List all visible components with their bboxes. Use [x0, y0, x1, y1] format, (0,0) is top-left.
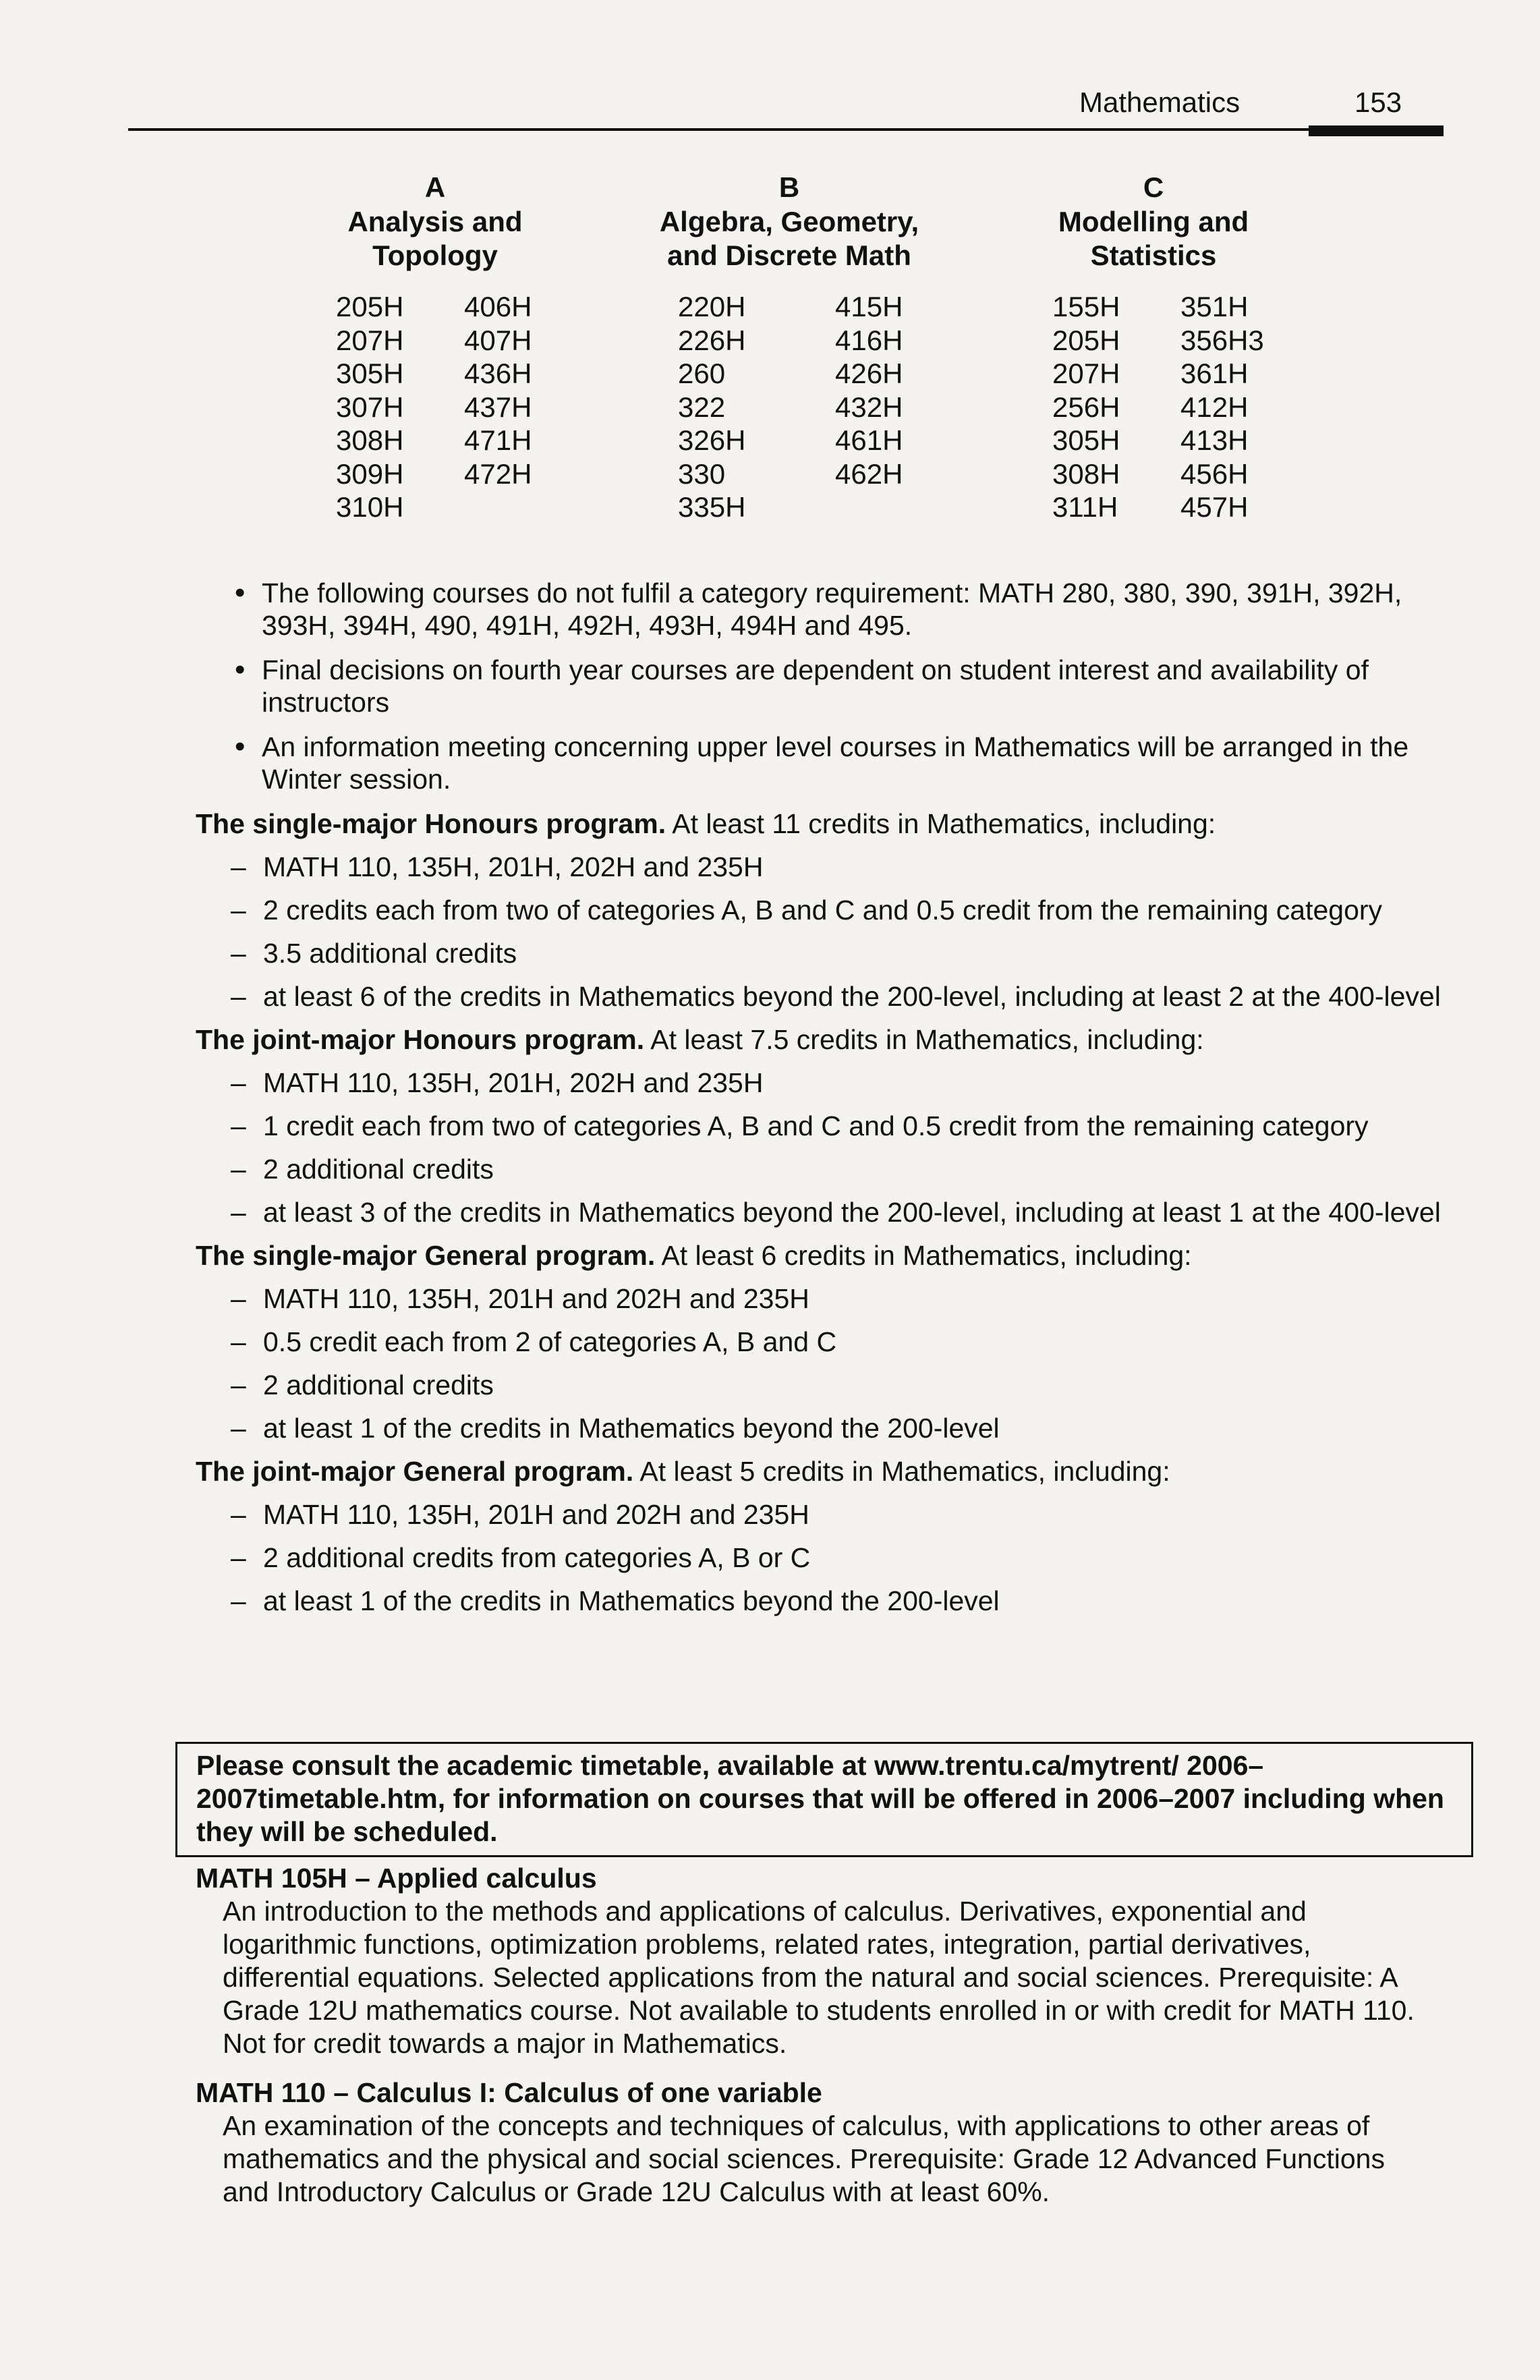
requirement-item: – MATH 110, 135H, 201H and 202H and 235H — [196, 1282, 1450, 1315]
program-name: The joint-major Honours program. — [196, 1024, 645, 1055]
category-a-column-2 — [464, 290, 532, 490]
program-summary: At least 6 credits in Mathematics, including: — [661, 1240, 1192, 1271]
requirement-item: – 2 credits each from two of categories A, B and C and 0.5 credit from the remaining category — [196, 894, 1450, 926]
course-code: 406H — [464, 291, 532, 322]
requirements-list — [196, 1282, 1450, 1444]
course-code: 155H — [1052, 291, 1120, 322]
course-code: 461H — [835, 424, 903, 456]
course-code: 220H — [678, 291, 746, 322]
course-code: 416H — [835, 324, 903, 356]
requirement-item: – 2 additional credits — [196, 1369, 1450, 1401]
category-letter: B — [778, 171, 800, 203]
course-code: 471H — [464, 424, 532, 456]
header-bar — [1309, 125, 1444, 136]
requirement-item: – 2 additional credits — [196, 1153, 1450, 1185]
course-code: 311H — [1052, 491, 1118, 523]
course-description: An introduction to the methods and applications of calculus. Derivatives, exponential and logarithmic functions, optimization problems, related rates, integration, partial derivatives, differential equations. Selected applications from the natural and social sciences. Prerequisite: A Grade 12U mathematics course. Not available to students enrolled in or with credit for MATH 110. Not for credit towards a major in Mathematics. — [223, 1896, 1415, 2059]
course-code: 305H — [336, 358, 404, 389]
program-joint-major-honours — [196, 1023, 1450, 1228]
program-single-major-honours — [196, 808, 1450, 1013]
course-code: 256H — [1052, 391, 1120, 423]
note-item: • The following courses do not fulfil a category requirement: MATH 280, 380, 390, 391H, 392H, 393H, 394H, 490, 491H, 492H, 493H, 494H and 495. — [196, 577, 1450, 642]
program-name: The single-major General program. — [196, 1240, 656, 1271]
course-code: 308H — [1052, 457, 1120, 490]
course-code: 205H — [336, 291, 404, 322]
course-code: 437H — [464, 391, 532, 423]
category-c-column-2 — [1180, 290, 1264, 524]
timetable-notice: Please consult the academic timetable, available at www.trentu.ca/mytrent/ 2006–2007timetable.htm, for information on courses that will be offered in 2006–2007 including when they will be scheduled. — [175, 1742, 1473, 1857]
program-name: The joint-major General program. — [196, 1456, 634, 1487]
requirement-item: – 3.5 additional credits — [196, 937, 1450, 969]
course-title: MATH 110 – Calculus I: Calculus of one variable — [196, 2077, 822, 2108]
course-code: 456H — [1180, 457, 1249, 490]
category-title: Modelling and — [1058, 206, 1249, 237]
course-code: 457H — [1180, 491, 1249, 523]
category-b-column-1 — [678, 290, 745, 524]
requirements-list — [196, 1067, 1450, 1228]
category-title: Statistics — [1090, 239, 1217, 271]
category-b-heading — [634, 170, 944, 273]
course-descriptions — [196, 1862, 1437, 2225]
course-title: MATH 105H – Applied calculus — [196, 1863, 597, 1894]
program-single-major-general — [196, 1239, 1450, 1444]
note-item: • An information meeting concerning upper level courses in Mathematics will be arranged in the Winter session. — [196, 731, 1450, 795]
category-letter: A — [424, 171, 446, 203]
category-a-column-1 — [336, 290, 403, 524]
course-code: 356H3 — [1180, 324, 1264, 356]
requirements-list — [196, 851, 1450, 1013]
course-code: 462H — [835, 457, 903, 490]
category-c-heading — [1032, 170, 1275, 273]
course-code: 415H — [835, 291, 903, 322]
course-code: 432H — [835, 391, 903, 423]
program-summary: At least 7.5 credits in Mathematics, including: — [650, 1024, 1204, 1055]
program-requirements — [196, 577, 1450, 1628]
requirement-item: – 1 credit each from two of categories A, B and C and 0.5 credit from the remaining category — [196, 1110, 1450, 1142]
requirement-item: – MATH 110, 135H, 201H, 202H and 235H — [196, 1067, 1450, 1099]
course-code: 472H — [464, 457, 532, 490]
course-code: 330 — [678, 457, 726, 490]
category-title: Algebra, Geometry, — [659, 206, 919, 237]
header-rule — [128, 128, 1444, 131]
course-code: 351H — [1180, 291, 1249, 322]
course-code: 412H — [1180, 391, 1249, 423]
course-code: 335H — [678, 491, 746, 523]
course-code: 307H — [336, 391, 404, 423]
course-code: 322 — [678, 391, 726, 423]
course-code: 407H — [464, 324, 532, 356]
program-name: The single-major Honours program. — [196, 808, 666, 839]
category-a-heading — [317, 170, 553, 273]
category-b-column-2 — [835, 290, 903, 490]
course-code: 326H — [678, 424, 746, 456]
requirement-item: – at least 1 of the credits in Mathematics beyond the 200-level — [196, 1585, 1450, 1617]
course-code: 205H — [1052, 324, 1120, 356]
program-summary: At least 11 credits in Mathematics, including: — [672, 808, 1216, 839]
course-code: 361H — [1180, 358, 1249, 389]
program-joint-major-general — [196, 1455, 1450, 1617]
category-c-column-1 — [1052, 290, 1120, 524]
requirement-item: – 0.5 credit each from 2 of categories A, B and C — [196, 1326, 1450, 1358]
category-title: Topology — [372, 239, 498, 271]
requirements-list — [196, 1498, 1450, 1617]
requirement-item: – MATH 110, 135H, 201H and 202H and 235H — [196, 1498, 1450, 1531]
note-item: • Final decisions on fourth year courses are dependent on student interest and availability of instructors — [196, 654, 1450, 718]
requirement-item: – at least 3 of the credits in Mathematics beyond the 200-level, including at least 1 at the 400-level — [196, 1196, 1450, 1228]
course-code: 413H — [1180, 424, 1249, 456]
course-code: 260 — [678, 358, 726, 389]
requirement-item: – MATH 110, 135H, 201H, 202H and 235H — [196, 851, 1450, 883]
category-title: and Discrete Math — [667, 239, 911, 271]
course-code: 310H — [336, 491, 404, 523]
requirement-item: – 2 additional credits from categories A, B or C — [196, 1541, 1450, 1574]
course-code: 305H — [1052, 424, 1120, 456]
program-summary: At least 5 credits in Mathematics, including: — [639, 1456, 1170, 1487]
notes-list — [196, 577, 1450, 795]
category-letter: C — [1143, 171, 1164, 203]
category-title: Analysis and — [347, 206, 523, 237]
course-code: 309H — [336, 457, 404, 490]
course-code: 226H — [678, 324, 746, 356]
course-code: 207H — [1052, 358, 1120, 389]
course-code: 308H — [336, 424, 404, 456]
requirement-item: – at least 6 of the credits in Mathematics beyond the 200-level, including at least 2 at the 400-level — [196, 980, 1450, 1013]
running-head: Mathematics — [1079, 86, 1240, 118]
page-number: 153 — [1354, 86, 1402, 118]
requirement-item: – at least 1 of the credits in Mathematics beyond the 200-level — [196, 1412, 1450, 1444]
course-code: 207H — [336, 324, 404, 356]
course-description: An examination of the concepts and techniques of calculus, with applications to other areas of mathematics and the physical and social sciences. Prerequisite: Grade 12 Advanced Functions and Introductory Calculus or Grade 12U Calculus with at least 60%. — [223, 2110, 1385, 2207]
course-code: 436H — [464, 358, 532, 389]
course-code: 426H — [835, 358, 903, 389]
